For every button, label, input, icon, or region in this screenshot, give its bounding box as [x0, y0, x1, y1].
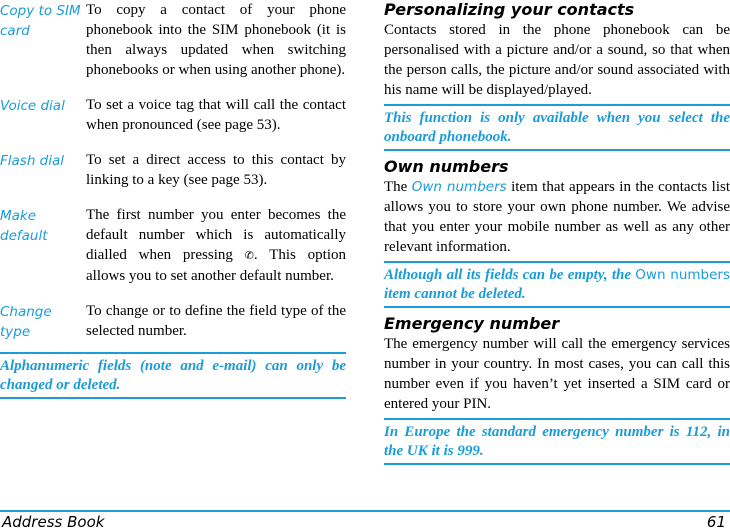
note-emergency-numbers: In Europe the standard emergency number is 112, in the UK it is 999.	[384, 418, 730, 465]
definition-text-part: . This option allows you to set another default number.	[86, 247, 346, 284]
paragraph-emergency: The emergency number will call the emergency services number in your country. In most cases, you can call this number even if you haven’t yet inserted a SIM card or entered your PIN.	[384, 336, 730, 412]
definition-row	[0, 205, 346, 286]
definition-row	[0, 0, 346, 80]
call-key-icon: ✆	[244, 249, 254, 262]
term-flash-dial: Flash dial	[0, 153, 65, 169]
left-column	[0, 0, 346, 399]
page-footer	[0, 510, 730, 530]
paragraph-personalizing: Contacts stored in the phone phonebook can be personalised with a picture and/or a sound, so that when the person calls, the picture and/or sound associated with his name will be displayed/played.	[384, 22, 730, 98]
paragraph-text: The	[384, 179, 408, 195]
page-number: 61	[706, 513, 726, 531]
note-text: Although all its fields can be empty, the	[384, 267, 632, 283]
note-alphanumeric-fields: Alphanumeric fields (note and e-mail) can only be changed or deleted.	[0, 352, 346, 399]
definition-text: To copy a contact of your phone phonebook into the SIM phonebook (it is then always updated when switching phonebooks or when using another phone).	[86, 2, 346, 78]
note-onboard-phonebook: This function is only available when you select the onboard phonebook.	[384, 104, 730, 151]
own-numbers-term: Own numbers	[635, 267, 730, 283]
definition-row	[0, 150, 346, 190]
own-numbers-term: Own numbers	[411, 179, 507, 195]
definition-text: To change or to define the field type of the selected number.	[86, 303, 346, 339]
definition-text	[86, 205, 346, 286]
note-text: item cannot be deleted.	[384, 286, 526, 302]
term-change-type: Change type	[0, 304, 52, 340]
paragraph-text: item that appears in the contacts list allows you to store your own phone number. We advise that you enter your mobile number as well as any other relevant information.	[384, 179, 730, 255]
definition-text: To set a direct access to this contact by linking to a key (see page 53).	[86, 152, 346, 188]
note-own-numbers	[384, 261, 730, 308]
footer-section-title: Address Book	[2, 513, 105, 531]
term-voice-dial: Voice dial	[0, 98, 65, 114]
definition-row	[0, 95, 346, 135]
definition-row	[0, 301, 346, 342]
heading-personalizing: Personalizing your contacts	[384, 0, 635, 19]
right-column	[384, 0, 730, 465]
heading-emergency-number: Emergency number	[384, 314, 560, 333]
definition-text-part: The first number you enter becomes the default number which is automatically dialled when pressing	[86, 207, 346, 263]
definition-text: To set a voice tag that will call the contact when pronounced (see page 53).	[86, 97, 346, 133]
term-copy-to-sim: Copy to SIM card	[0, 3, 81, 39]
term-make-default: Make default	[0, 208, 48, 244]
paragraph-own-numbers	[384, 177, 730, 257]
heading-own-numbers: Own numbers	[384, 157, 509, 176]
